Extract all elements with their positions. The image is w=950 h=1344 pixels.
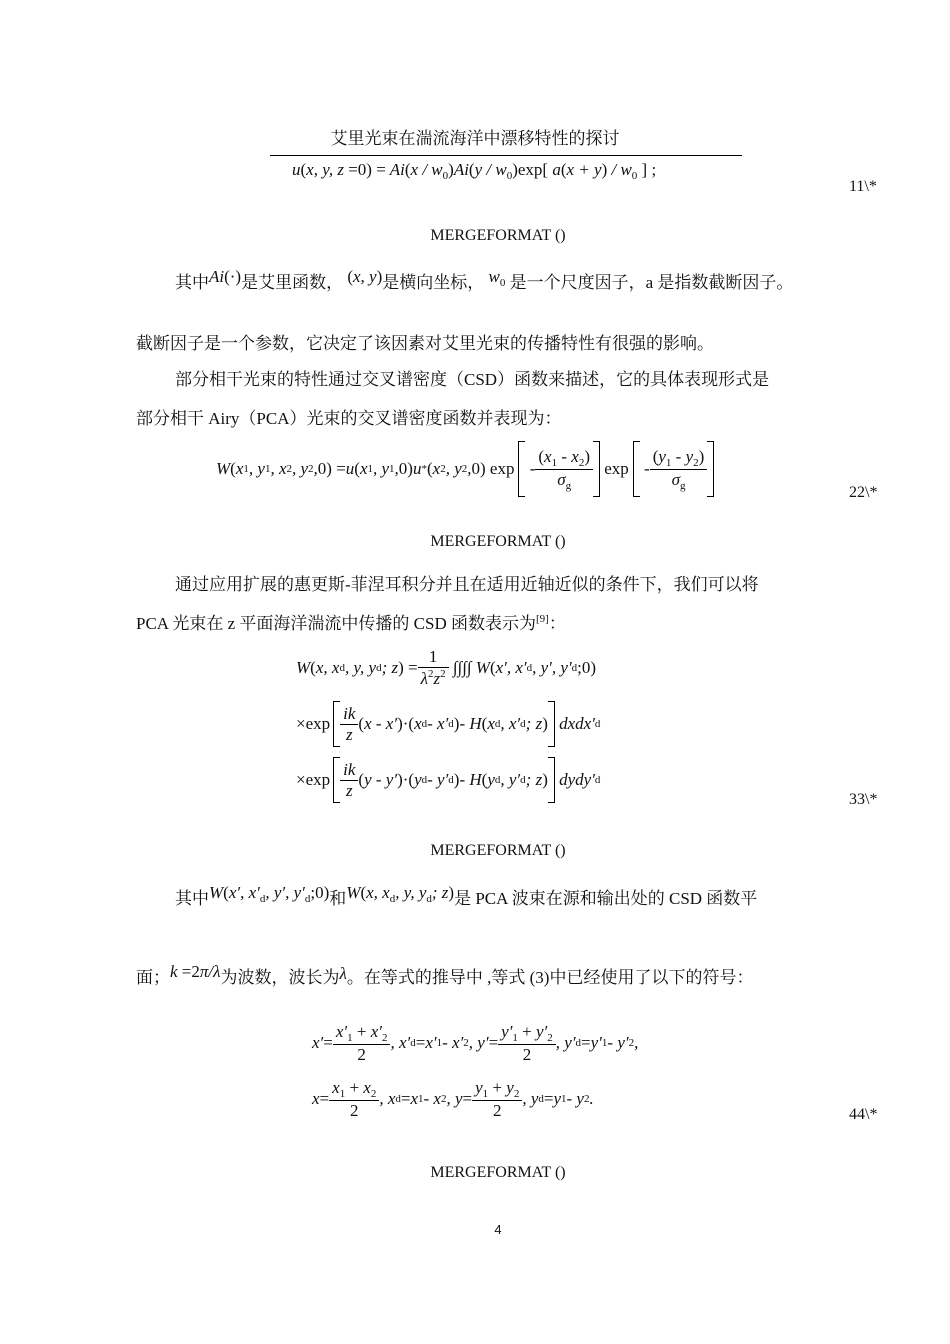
page-header-title: 艾里光束在湍流海洋中漂移特性的探讨: [330, 129, 620, 148]
mergeformat-2: MERGEFORMAT (): [430, 533, 566, 550]
equation-number-2: 22\*: [849, 484, 878, 501]
equation-number-4: 44\*: [849, 1106, 878, 1123]
p6-text-b: 为波数，波长为: [220, 968, 340, 987]
mergeformat-1: MERGEFORMAT (): [430, 227, 566, 244]
equation-4-line-1: x′ = $\frac{x'_1 + x'_2}{2}$ , x′ d = x′ 1 - x′ 2 , y′ = $\frac{y'_1 + y'_2}{2}$ , y′ d = y′ 1 - y′ 2 ,: [312, 1021, 639, 1064]
paragraph-6: [136, 963, 753, 988]
w0-symbol: $w_0$: [484, 267, 506, 289]
paragraph-2: 截断因子是一个参数，它决定了该因素对艾里光束的传播特性有很强的影响。: [136, 334, 714, 353]
paragraph-4-line-1: 通过应用扩展的惠更斯-菲涅耳积分并且在适用近轴近似的条件下，我们可以将: [175, 575, 759, 594]
equation-3-line-3: ×exp $\frac{ik}{z}$ ( y - y′ )·( y d - y′ d ) - H ( y d , y′ d ; z ) dydy′ d: [296, 756, 600, 804]
p1-text-d: 是一个尺度因子，a 是指数截断因子。: [509, 273, 794, 292]
paragraph-1: [175, 268, 793, 295]
equation-number-3: 33\*: [849, 791, 878, 808]
equation-3-line-2: ×exp $\frac{ik}{z}$ ( x - x′ )·( x d - x′ d ) - H ( x d , x′ d ; z ) dxdx′ d: [296, 700, 600, 748]
p5-text-b: 和: [329, 889, 347, 908]
mergeformat-3: MERGEFORMAT (): [430, 842, 566, 859]
p6-text-c: 。在等式的推导中 ,等式 (3)中已经使用了以下的符号：: [346, 968, 754, 987]
mergeformat-4: MERGEFORMAT (): [430, 1164, 566, 1181]
equation-1: u(x, y, $z =0) = Ai(x / w_0)Ai(y / w_0)\exp$[ $a(x + y) / w_0$ ] ;: [292, 160, 657, 182]
citation-ref: [9]: [536, 613, 549, 625]
header-rule: [270, 155, 742, 156]
p6-text-a: 面；: [136, 968, 170, 987]
paragraph-3-line-1: 部分相干光束的特性通过交叉谱密度（CSD）函数来描述，它的具体表现形式是: [175, 370, 770, 389]
p4-text: PCA 光束在 z 平面海洋湍流中传播的 CSD 函数表示为: [136, 614, 536, 633]
equation-3-line-1: W ( x, x d , y, y d ; z ) = $\frac{1}{\lambda^2z^2}$ ∫∫∫∫ W ( x′, x′ d , y′, y′ d ;0): [296, 647, 597, 688]
p1-text-b: 是艾里函数，: [241, 273, 344, 292]
p5-text-c: 是 PCA 波束在源和输出处的 CSD 函数平: [454, 889, 758, 908]
xy-symbol: (x, y): [347, 267, 383, 286]
p4-colon: ：: [548, 614, 566, 633]
p5-text-a: 其中: [175, 889, 209, 908]
paragraph-5: [175, 884, 757, 911]
airy-function-symbol: Ai(·): [209, 267, 242, 286]
page-number: 4: [494, 1222, 502, 1237]
p1-text-c: 是横向坐标，: [382, 273, 485, 292]
wavenumber-symbol: k =2π/λ: [170, 962, 221, 981]
p1-text-a: 其中: [175, 273, 209, 292]
output-csd-symbol: W(x, $x_d$, y, $y_d$; z): [346, 883, 455, 905]
source-csd-symbol: W(x′, $x'_d$, y′, $y'_d;0$): [209, 883, 330, 905]
paragraph-4-line-2: [136, 609, 566, 634]
equation-2: W ( x 1 , y 1 , x 2 , y 2 , 0) = u ( x 1 , y 1 , 0) u * ( x 2 , y 2 , 0) exp - $\frac{(x_1 - x_2)}{\sigma_g}$ exp - $\frac{(y_1 - y_2)}{\sigma_g}$: [216, 440, 714, 498]
wavelength-symbol: λ: [339, 964, 347, 983]
paragraph-3-line-2: 部分相干 Airy（PCA）光束的交叉谱密度函数并表现为：: [136, 409, 562, 428]
equation-4-line-2: x = $\frac{x_1 + x_2}{2}$ , x d = x 1 - x 2 , y = $\frac{y_1 + y_2}{2}$ , y d = y 1 - y 2 .: [312, 1077, 594, 1120]
equation-number-1: 11\*: [849, 178, 877, 195]
